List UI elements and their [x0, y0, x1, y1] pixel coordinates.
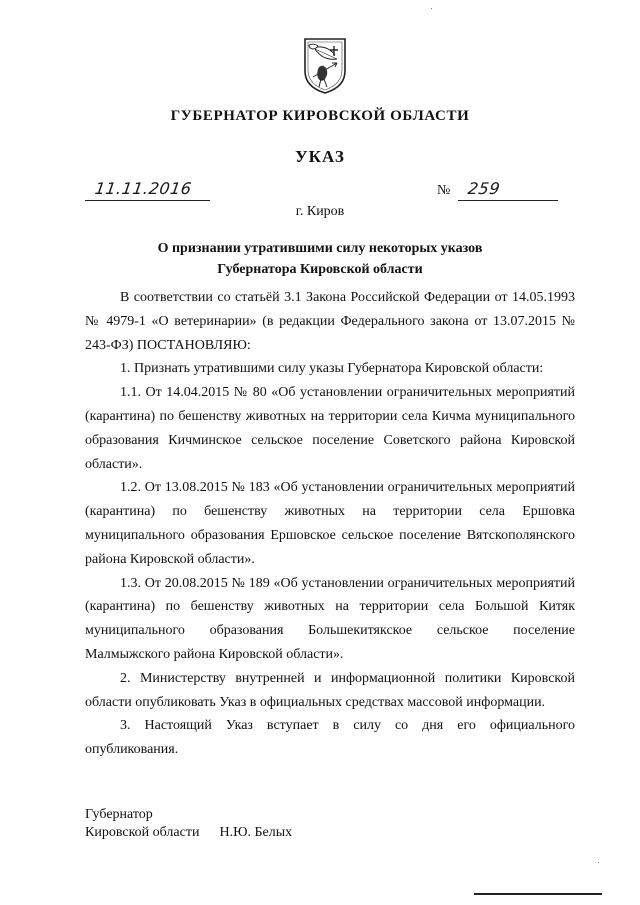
- footer-rule: [474, 893, 602, 895]
- date-underline: [85, 200, 210, 201]
- preamble-paragraph: В соответствии со статьёй 3.1 Закона Российской Федерации от 14.05.1993 № 4979-1 «О ветеринарии» (в редакции Федерального закона от 13.07.2015 № 243-ФЗ) ПОСТАНОВЛЯЮ:: [85, 290, 575, 353]
- signatory-title-line-1: Губернатор: [85, 807, 153, 822]
- document-type: УКАЗ: [295, 147, 345, 166]
- clause-2: 2. Министерству внутренней и информационной политики Кировской области опубликовать Указ в официальных средствах массовой информации.: [85, 670, 575, 710]
- signatory-region: Кировской области: [85, 825, 200, 840]
- signatory-title-line-2: [85, 824, 292, 842]
- subject-line-1: О признании утратившими силу некоторых указов: [157, 241, 483, 256]
- number-underline: [458, 200, 558, 201]
- scan-speck: [598, 862, 599, 863]
- scan-speck: [431, 8, 432, 9]
- number-sign: №: [437, 183, 451, 198]
- signature-block: [85, 806, 292, 842]
- number-field: [458, 180, 558, 202]
- subject-line-2: Губернатора Кировской области: [217, 262, 423, 277]
- decree-body: [85, 286, 575, 762]
- clause-3: 3. Настоящий Указ вступает в силу со дня его официального опубликования.: [85, 718, 575, 758]
- clause-1: 1. Признать утратившими силу указы Губернатора Кировской области:: [120, 361, 544, 377]
- issuing-authority: ГУБЕРНАТОР КИРОВСКОЙ ОБЛАСТИ: [170, 108, 470, 124]
- city: г. Киров: [295, 204, 345, 219]
- clause-1-3: 1.3. От 20.08.2015 № 189 «Об установлении ограничительных мероприятий (карантина) по бешенству животных на территории села Большой Китяк муниципального образования Большекитякское сельское поселение Малмыжского района Кировской области».: [85, 575, 575, 662]
- date-field: [85, 180, 210, 202]
- clause-1-2: 1.2. От 13.08.2015 № 183 «Об установлении ограничительных мероприятий (карантина) по бешенству животных на территории села Ершовка муниципального образования Ершовское сельское поселение Вятскополянского района Кировской области».: [85, 480, 575, 567]
- clause-1-1: 1.1. От 14.04.2015 № 80 «Об установлении ограничительных мероприятий (карантина) по бешенству животных на территории села Кичма муниципального образования Кичминское сельское поселение Советского района Кировской области».: [85, 385, 575, 472]
- handwritten-date: 11.11.2016: [93, 179, 193, 198]
- coat-of-arms-icon: [301, 37, 349, 95]
- handwritten-number: 259: [466, 179, 502, 198]
- decree-subject: [0, 238, 640, 280]
- signatory-name: Н.Ю. Белых: [219, 825, 293, 840]
